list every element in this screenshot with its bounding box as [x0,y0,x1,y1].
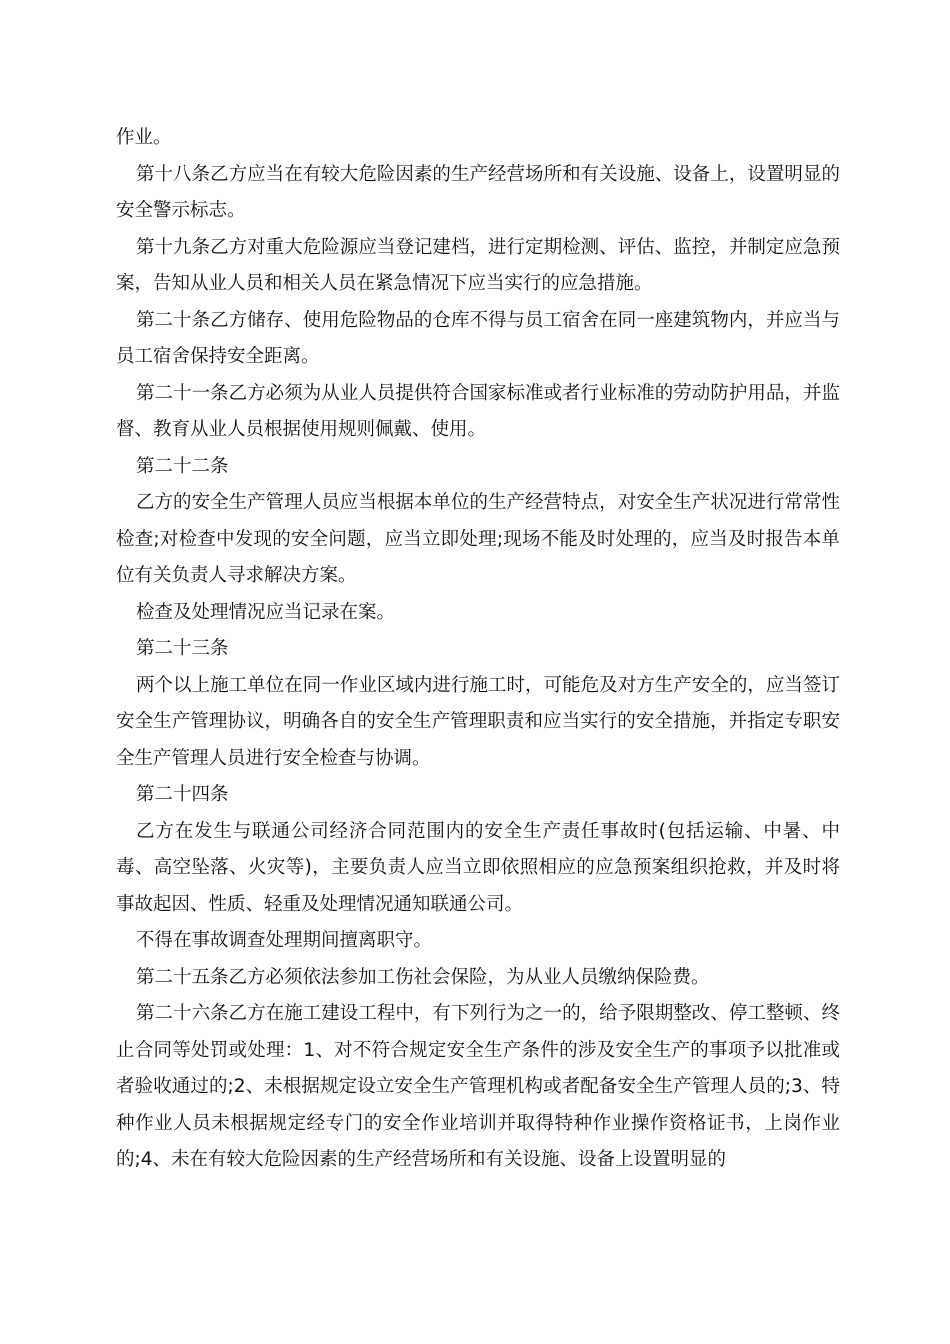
article-22-paragraph: 乙方的安全生产管理人员应当根据本单位的生产经营特点，对安全生产状况进行常常性检查;对检查中发现的安全问题，应当立即处理;现场不能及时处理的，应当及时报告本单位有关负责人寻求解决方案。 [116,492,840,586]
article-21-paragraph: 第二十一条乙方必须为从业人员提供符合国家标准或者行业标准的劳动防护用品，并监督、教育从业人员根据使用规则佩戴、使用。 [116,382,840,440]
article-26-paragraph: 第二十六条乙方在施工建设工程中，有下列行为之一的，给予限期整改、停工整顿、终止合同等处罚或处理：1、对不符合规定安全生产条件的涉及安全生产的事项予以批准或者验收通过的;2、未根据规定设立安全生产管理机构或者配备安全生产管理人员的;3、特种作业人员未根据规定经专门的安全作业培训并取得特种作业操作资格证书，上岗作业的;4、未在有较大危险因素的生产经营场所和有关设施、设备上设置明显的 [116,1003,840,1170]
article-24-duty-paragraph: 不得在事故调查处理期间擅离职守。 [136,930,433,951]
article-23-heading: 第二十三条 [136,638,229,659]
article-18-paragraph: 第十八条乙方应当在有较大危险因素的生产经营场所和有关设施、设备上，设置明显的安全警示标志。 [116,163,840,221]
article-22-heading: 第二十二条 [136,455,229,477]
article-22-record-paragraph: 检查及处理情况应当记录在案。 [136,601,396,623]
article-24-paragraph: 乙方在发生与联通公司经济合同范围内的安全生产责任事故时(包括运输、中暑、中毒、高空坠落、火灾等)，主要负责人应当立即依照相应的应急预案组织抢救，并及时将事故起因、性质、轻重及处理情况通知联通公司。 [116,820,840,915]
article-24-heading: 第二十四条 [136,784,229,805]
article-23-paragraph: 两个以上施工单位在同一作业区域内进行施工时，可能危及对方生产安全的，应当签订安全生产管理协议，明确各自的安全生产管理职责和应当实行的安全措施，并指定专职安全生产管理人员进行安全检查与协调。 [116,674,840,769]
article-25-paragraph: 第二十五条乙方必须依法参加工伤社会保险，为从业人员缴纳保险费。 [136,966,710,988]
paragraph: 作业。 [116,127,172,148]
article-20-paragraph: 第二十条乙方储存、使用危险物品的仓库不得与员工宿舍在同一座建筑物内，并应当与员工宿舍保持安全距离。 [116,309,840,367]
article-19-paragraph: 第十九条乙方对重大危险源应当登记建档，进行定期检测、评估、监控，并制定应急预案，告知从业人员和相关人员在紧急情况下应当实行的应急措施。 [116,236,840,294]
document-body [116,120,840,1179]
